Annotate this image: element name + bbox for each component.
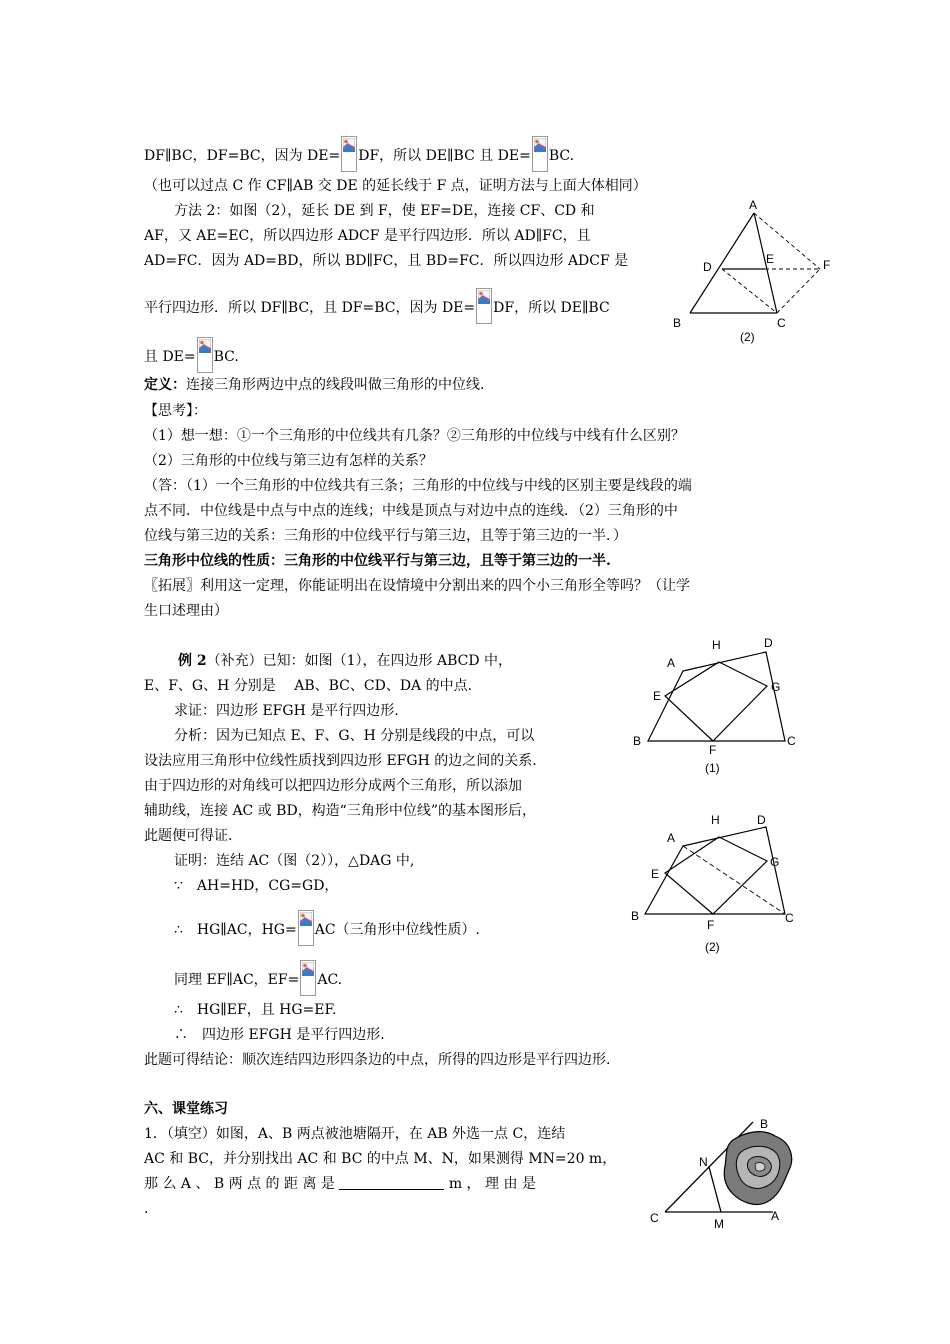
point-label-d: D [757,813,766,827]
text-line: 且 DE= BC. [144,337,239,373]
text-line: AC 和 BC，并分别找出 AC 和 BC 的中点 M、N，如果测得 MN=20 m， [144,1151,617,1167]
text-line: 平行四边形．所以 DF∥BC，且 DF=BC，因为 DE= DF，所以 DE∥BC [144,288,610,324]
text-line: 设法应用三角形中位线性质找到四边形 EFGH 的边之间的关系. [144,753,537,769]
text-line: 生口述理由） [144,603,228,619]
pond-figure [645,1110,825,1235]
text-line: 那 么 A 、 B 两 点 的 距 离 是 m ， 理 由 是 [144,1176,536,1192]
point-label-a: A [667,831,676,845]
point-label-d: D [703,260,712,274]
point-label-f: F [823,258,831,272]
text-line: 求证：四边形 EFGH 是平行四边形. [174,703,399,719]
point-label-c: C [777,316,786,330]
text-line: 位线与第三边的关系：三角形的中位线平行与第三边，且等于第三边的一半．） [144,528,627,544]
fraction-image-icon [532,136,548,172]
text-line: 证明：连结 AC（图（2）），△DAG 中, [174,853,415,869]
text-line: 【思考】： [144,403,207,419]
point-label-g: G [771,680,781,694]
text-line: 例 2（补充）已知：如图（1），在四边形 ABCD 中， [178,653,513,669]
point-label-b: B [633,734,642,748]
fraction-image-icon [300,960,316,996]
point-label-h: H [711,813,720,827]
text-line: E、F、G、H 分别是 AB、BC、CD、DA 的中点. [144,678,473,694]
point-label-e: E [651,867,660,881]
point-label-f: F [707,918,715,932]
figure-caption: (1) [705,761,720,775]
point-label-e: E [766,252,775,266]
text-line: 方法 2：如图（2），延长 DE 到 F，使 EF=DE，连接 CF、CD 和 [174,203,595,219]
text-line: 由于四边形的对角线可以把四边形分成两个三角形，所以添加 [144,778,522,794]
text-line: AF，又 AE=EC，所以四边形 ADCF 是平行四边形．所以 AD∥FC，且 [144,228,591,244]
text-line: （也可以过点 C 作 CF∥AB 交 DE 的延长线于 F 点，证明方法与上面大体相同） [144,178,647,194]
text-line: ∴ 四边形 EFGH 是平行四边形. [174,1027,385,1043]
answer-blank[interactable] [339,1175,444,1190]
fraction-image-icon [341,136,357,172]
text-line: ∴ HG∥EF，且 HG=EF. [174,1002,337,1018]
point-label-c: C [787,734,796,748]
text-line: ∵ AH=HD，CG=GD， [174,878,339,894]
point-label-b: B [631,909,640,923]
point-label-h: H [712,638,721,652]
text-line: 同理 EF∥AC，EF= AC. [174,960,342,996]
point-label-b: B [760,1117,769,1131]
point-label-g: G [770,855,780,869]
fraction-image-icon [476,288,492,324]
triangle-figure [660,195,840,350]
point-label-a: A [771,1209,780,1223]
text-line: ∴ HG∥AC，HG= AC（三角形中位线性质）. [174,910,480,946]
quadrilateral-figure-2 [625,808,805,958]
point-label-e: E [653,689,662,703]
fraction-image-icon [298,910,314,946]
figure-caption: (2) [705,940,720,954]
property-statement: 三角形中位线的性质：三角形的中位线平行与第三边，且等于第三边的一半. [144,553,611,569]
point-label-c: C [785,911,794,925]
text-line: （2）三角形的中位线与第三边有怎样的关系？ [144,453,433,469]
section-heading: 六、课堂练习 [144,1101,228,1117]
figure-caption: (2) [740,330,755,344]
text-line: 辅助线，连接 AC 或 BD，构造“三角形中位线”的基本图形后， [144,803,536,819]
text-line: AD=FC．因为 AD=BD，所以 BD∥FC，且 BD=FC．所以四边形 ADCF 是 [144,253,629,269]
fraction-image-icon [197,337,213,373]
text-line: 〖拓展〗利用这一定理，你能证明出在设情境中分割出来的四个小三角形全等吗？（让学 [144,578,690,594]
text-line: 此题可得结论：顺次连结四边形四条边的中点，所得的四边形是平行四边形. [144,1052,611,1068]
point-label-m: M [714,1217,724,1231]
text-line: DF∥BC，DF=BC，因为 DE= DF，所以 DE∥BC 且 DE= BC. [144,136,574,172]
definition: 定义：连接三角形两边中点的线段叫做三角形的中位线. [144,377,485,393]
text-line: （1）想一想：①一个三角形的中位线共有几条？②三角形的中位线与中线有什么区别？ [144,428,685,444]
point-label-c: C [650,1211,659,1225]
text-line: 分析：因为已知点 E、F、G、H 分别是线段的中点，可以 [174,728,535,744]
text-line: （答：（1）一个三角形的中位线共有三条；三角形的中位线与中线的区别主要是线段的端 [144,478,692,494]
point-label-d: D [764,636,773,650]
point-label-a: A [749,198,758,212]
quadrilateral-figure-1 [625,633,805,778]
text-line: . [144,1201,149,1217]
point-label-n: N [699,1155,708,1169]
point-label-a: A [667,656,676,670]
point-label-b: B [673,316,682,330]
text-line: 此题便可得证. [144,828,233,844]
point-label-f: F [709,743,717,757]
text-line: 点不同．中位线是中点与中点的连线；中线是顶点与对边中点的连线．（2）三角形的中 [144,503,678,519]
text-line: 1．（填空）如图，A、B 两点被池塘隔开，在 AB 外选一点 C，连结 [144,1126,566,1142]
